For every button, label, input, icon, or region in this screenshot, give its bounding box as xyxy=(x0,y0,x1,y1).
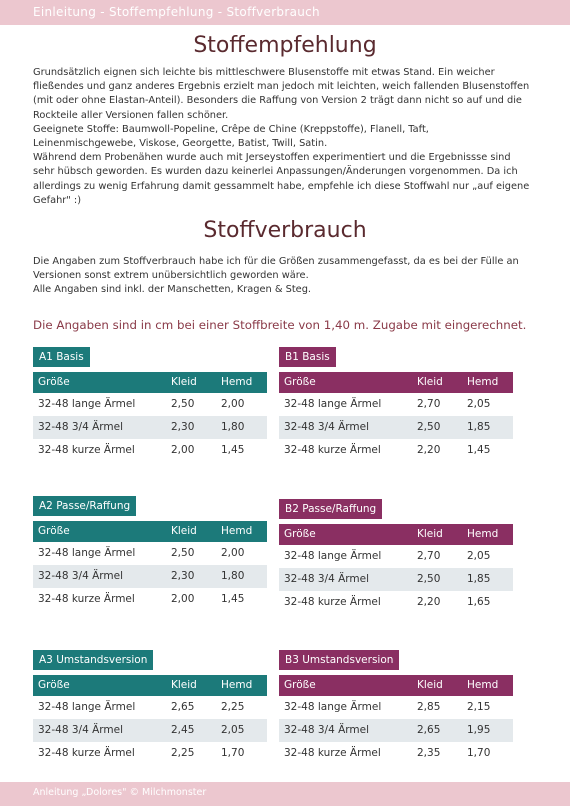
table-label: B3 Umstandsversion xyxy=(279,650,399,670)
col-dress: Kleid xyxy=(171,525,197,537)
col-dress: Kleid xyxy=(171,376,197,388)
col-size: Größe xyxy=(38,376,70,388)
cell-dress: 2,50 xyxy=(171,547,195,559)
table-row xyxy=(279,568,513,591)
cell-dress: 2,00 xyxy=(171,593,195,605)
paragraph: Die Angaben zum Stoffverbrauch habe ich für die Größen zusammengefasst, da es bei der Fülle an Versionen sonst extrem unübersichtlich geworden wäre. xyxy=(33,256,519,282)
cell-dress: 2,85 xyxy=(417,701,441,713)
cell-dress: 2,50 xyxy=(417,573,441,585)
table-header xyxy=(279,524,513,545)
table-b2 xyxy=(279,497,513,614)
cell-size: 32-48 lange Ärmel xyxy=(284,550,382,562)
col-shirt: Hemd xyxy=(467,376,499,388)
cell-shirt: 2,25 xyxy=(221,701,245,713)
table-row xyxy=(33,393,267,416)
table-b3 xyxy=(279,648,513,765)
cell-dress: 2,65 xyxy=(171,701,195,713)
cell-dress: 2,00 xyxy=(171,444,195,456)
breadcrumb: Einleitung - Stoffempfehlung - Stoffverbrauch xyxy=(33,5,320,19)
cell-size: 32-48 lange Ärmel xyxy=(38,398,136,410)
col-dress: Kleid xyxy=(171,679,197,691)
cell-size: 32-48 3/4 Ärmel xyxy=(284,724,370,736)
cell-shirt: 1,85 xyxy=(467,573,491,585)
cell-shirt: 1,45 xyxy=(221,593,245,605)
cell-dress: 2,20 xyxy=(417,444,441,456)
col-shirt: Hemd xyxy=(221,679,253,691)
col-dress: Kleid xyxy=(417,528,443,540)
table-row xyxy=(33,542,267,565)
table-header xyxy=(33,521,267,542)
cell-dress: 2,50 xyxy=(171,398,195,410)
table-row xyxy=(279,393,513,416)
cell-size: 32-48 kurze Ärmel xyxy=(38,444,135,456)
cell-size: 32-48 kurze Ärmel xyxy=(38,747,135,759)
cell-size: 32-48 kurze Ärmel xyxy=(284,444,381,456)
table-label: A1 Basis xyxy=(33,347,90,367)
stoffverbrauch-text xyxy=(33,255,533,298)
paragraph: Alle Angaben sind inkl. der Manschetten, Kragen & Steg. xyxy=(33,284,312,296)
table-label: A3 Umstandsversion xyxy=(33,650,153,670)
cell-shirt: 1,70 xyxy=(467,747,491,759)
paragraph: Während dem Probenähen wurde auch mit Jerseystoffen experimentiert und die Ergebnissse sind sehr hübsch geworden. Es wurden dazu keinerlei Anpassungen/Änderungen vorgenommen. Da ich allerdings zu wenig Erfahrung damit gessammelt habe, empfehle ich diese Stoffwahl nur „auf eigene Gefahr" :) xyxy=(33,152,530,206)
table-a2 xyxy=(33,494,267,611)
cell-dress: 2,45 xyxy=(171,724,195,736)
cell-size: 32-48 3/4 Ärmel xyxy=(38,421,124,433)
table-row xyxy=(33,439,267,462)
cell-dress: 2,30 xyxy=(171,570,195,582)
col-size: Größe xyxy=(284,528,316,540)
cell-dress: 2,35 xyxy=(417,747,441,759)
table-row xyxy=(33,719,267,742)
cell-size: 32-48 lange Ärmel xyxy=(284,701,382,713)
col-size: Größe xyxy=(284,679,316,691)
table-row xyxy=(33,416,267,439)
cell-dress: 2,70 xyxy=(417,398,441,410)
cell-shirt: 1,80 xyxy=(221,421,245,433)
cell-shirt: 1,95 xyxy=(467,724,491,736)
cell-size: 32-48 lange Ärmel xyxy=(38,547,136,559)
cell-shirt: 2,00 xyxy=(221,398,245,410)
col-dress: Kleid xyxy=(417,679,443,691)
col-shirt: Hemd xyxy=(221,376,253,388)
cell-size: 32-48 3/4 Ärmel xyxy=(284,421,370,433)
cell-size: 32-48 3/4 Ärmel xyxy=(284,573,370,585)
table-row xyxy=(279,591,513,614)
cell-shirt: 1,80 xyxy=(221,570,245,582)
cell-size: 32-48 3/4 Ärmel xyxy=(38,724,124,736)
paragraph: Geeignete Stoffe: Baumwoll-Popeline, Crêpe de Chine (Kreppstoffe), Flanell, Taft, Leinenmischgewebe, Viskose, Georgette, Batist, Twill, Satin. xyxy=(33,123,429,150)
cell-size: 32-48 lange Ärmel xyxy=(284,398,382,410)
cell-shirt: 1,65 xyxy=(467,596,491,608)
cell-shirt: 1,45 xyxy=(467,444,491,456)
cell-size: 32-48 kurze Ärmel xyxy=(38,593,135,605)
cell-shirt: 2,15 xyxy=(467,701,491,713)
table-b1 xyxy=(279,345,513,462)
cell-shirt: 1,70 xyxy=(221,747,245,759)
table-header xyxy=(279,675,513,696)
fabric-width-note: Die Angaben sind in cm bei einer Stoffbreite von 1,40 m. Zugabe mit eingerechnet. xyxy=(33,318,527,332)
table-header xyxy=(33,675,267,696)
col-dress: Kleid xyxy=(417,376,443,388)
table-label: A2 Passe/Raffung xyxy=(33,496,136,516)
table-row xyxy=(279,545,513,568)
col-shirt: Hemd xyxy=(467,528,499,540)
col-shirt: Hemd xyxy=(467,679,499,691)
table-row xyxy=(279,696,513,719)
cell-shirt: 2,05 xyxy=(467,550,491,562)
table-row xyxy=(279,416,513,439)
table-row xyxy=(33,742,267,765)
table-header xyxy=(33,372,267,393)
cell-dress: 2,25 xyxy=(171,747,195,759)
section-title-stoffverbrauch: Stoffverbrauch xyxy=(203,218,367,243)
col-size: Größe xyxy=(284,376,316,388)
footer-text: Anleitung „Dolores" © Milchmonster xyxy=(33,787,207,798)
cell-shirt: 2,00 xyxy=(221,547,245,559)
header-bar xyxy=(0,0,570,25)
section-title-stoffempfehlung: Stoffempfehlung xyxy=(193,33,377,58)
table-label: B2 Passe/Raffung xyxy=(279,499,382,519)
cell-size: 32-48 3/4 Ärmel xyxy=(38,570,124,582)
cell-size: 32-48 kurze Ärmel xyxy=(284,747,381,759)
table-row xyxy=(279,742,513,765)
cell-shirt: 1,45 xyxy=(221,444,245,456)
cell-size: 32-48 lange Ärmel xyxy=(38,701,136,713)
table-label: B1 Basis xyxy=(279,347,336,367)
cell-dress: 2,70 xyxy=(417,550,441,562)
cell-dress: 2,50 xyxy=(417,421,441,433)
table-row xyxy=(279,719,513,742)
paragraph: Grundsätzlich eignen sich leichte bis mittleschwere Blusenstoffe mit etwas Stand. Ein weicher fließendes und ganz anderes Ergebnis erzielt man jedoch mit leichten, weich fallenden Blusenstoffen (mit oder ohne Elastan-Anteil). Besonders die Raffung von Version 2 trägt dann nicht so auf und die Rockteile aller Versionen fallen schöner. xyxy=(33,67,530,121)
table-a1 xyxy=(33,345,267,462)
stoffempfehlung-text xyxy=(33,66,533,208)
col-size: Größe xyxy=(38,525,70,537)
table-row xyxy=(33,588,267,611)
table-header xyxy=(279,372,513,393)
cell-shirt: 2,05 xyxy=(467,398,491,410)
cell-dress: 2,30 xyxy=(171,421,195,433)
cell-shirt: 1,85 xyxy=(467,421,491,433)
table-row xyxy=(33,696,267,719)
cell-shirt: 2,05 xyxy=(221,724,245,736)
col-size: Größe xyxy=(38,679,70,691)
footer-bar xyxy=(0,782,570,806)
col-shirt: Hemd xyxy=(221,525,253,537)
table-row xyxy=(33,565,267,588)
cell-size: 32-48 kurze Ärmel xyxy=(284,596,381,608)
cell-dress: 2,20 xyxy=(417,596,441,608)
table-a3 xyxy=(33,648,267,765)
cell-dress: 2,65 xyxy=(417,724,441,736)
table-row xyxy=(279,439,513,462)
